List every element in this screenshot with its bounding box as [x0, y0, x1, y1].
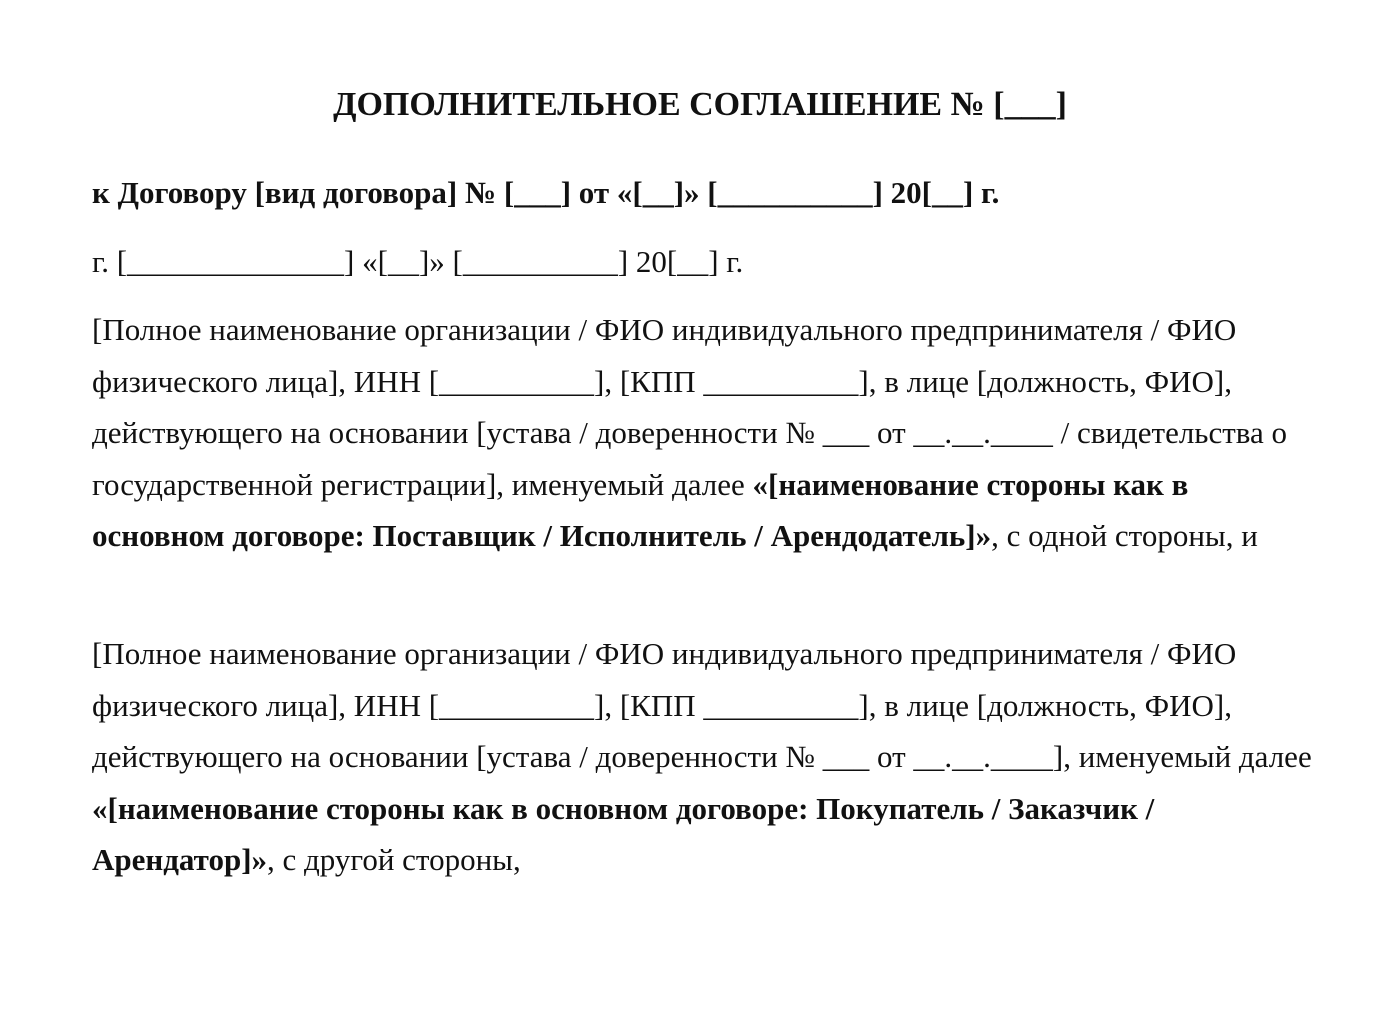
contract-reference: к Договору [вид договора] № [___] от «[__]» [__________] 20[__] г. — [92, 175, 1000, 210]
party-2-details: [Полное наименование организации / ФИО индивидуального предпринимателя / ФИО физического лица], ИНН [__________], [КПП __________], в лице [должность, ФИО], действующего на основании [устава / доверенности № ___ от __.__.____], именуемый далее — [92, 636, 1312, 774]
city-date-line: г. [______________] «[__]» [__________] 20[__] г. — [92, 244, 744, 279]
party-1-role: «[наименование стороны как в основном договоре: Поставщик / Исполнитель / Арендодатель]» — [92, 466, 1189, 553]
party-1-tail: , с одной стороны, и — [991, 518, 1258, 553]
party-2-tail: , с другой стороны, — [267, 842, 521, 877]
document-title: ДОПОЛНИТЕЛЬНОЕ СОГЛАШЕНИЕ № [___] — [333, 86, 1067, 123]
party-2-paragraph — [92, 628, 1322, 886]
party-2-role: «[наименование стороны как в основном договоре: Покупатель / Заказчик / Арендатор]» — [92, 790, 1155, 877]
party-1-details: [Полное наименование организации / ФИО индивидуального предпринимателя / ФИО физического лица], ИНН [__________], [КПП __________], в лице [должность, ФИО], действующего на основании [устава / доверенности № ___ от __.__.____ / свидетельства о государственной регистрации], именуемый далее — [92, 312, 1287, 502]
party-1-paragraph — [92, 304, 1322, 562]
